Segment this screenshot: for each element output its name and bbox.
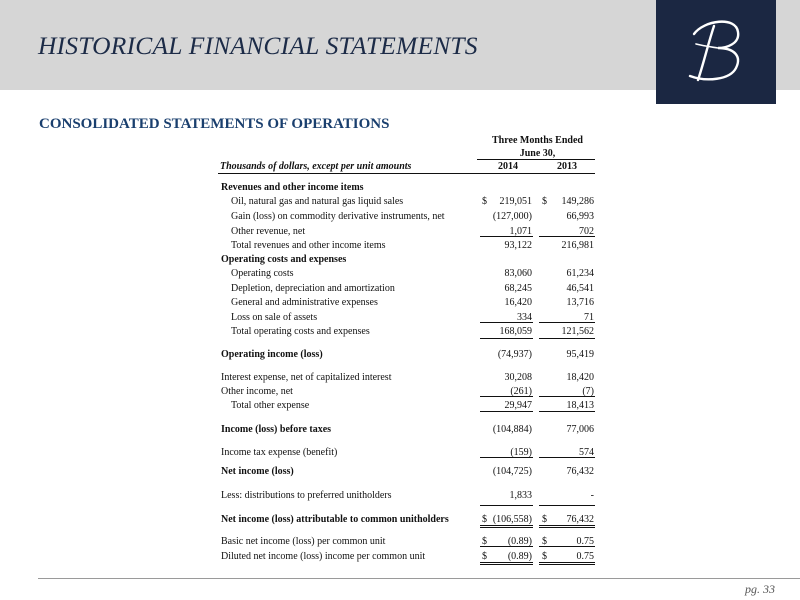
brand-logo: [656, 0, 776, 104]
row-label: Other revenue, net: [231, 226, 306, 237]
value-2013: 95,419: [566, 349, 594, 360]
subtotal-rule: [539, 322, 595, 323]
subtotal-rule: [539, 546, 595, 547]
row-label: Other income, net: [221, 386, 293, 397]
value-2013: 18,413: [566, 400, 594, 411]
subtotal-rule: [539, 457, 595, 458]
value-2014: 219,051: [499, 196, 532, 207]
page-title: HISTORICAL FINANCIAL STATEMENTS: [38, 31, 478, 60]
currency-symbol: $: [542, 514, 547, 525]
b-monogram-icon: [656, 0, 776, 104]
value-2014: (74,937): [497, 349, 532, 360]
value-2013: 66,993: [566, 211, 594, 222]
row-label: Interest expense, net of capitalized interest: [221, 372, 392, 383]
row-label: Basic net income (loss) per common unit: [221, 536, 386, 547]
value-2013: 71: [584, 312, 594, 323]
value-2014: (127,000): [492, 211, 532, 222]
subtotal-rule: [480, 338, 533, 339]
value-2014: 83,060: [504, 268, 532, 279]
value-2013: 76,432: [566, 466, 594, 477]
total-double-rule: [539, 525, 595, 528]
currency-symbol: $: [542, 551, 547, 562]
value-2013: 76,432: [566, 514, 594, 525]
value-2013: (7): [582, 386, 594, 397]
subtotal-rule: [539, 236, 595, 237]
row-label: Total other expense: [231, 400, 310, 411]
value-2013: 0.75: [576, 551, 594, 562]
value-2013: 574: [579, 447, 594, 458]
row-label: Total operating costs and expenses: [231, 326, 370, 337]
subtotal-rule: [480, 546, 533, 547]
units-label: Thousands of dollars, except per unit amounts: [220, 161, 412, 172]
subtotal-rule: [539, 396, 595, 397]
value-2013: 0.75: [576, 536, 594, 547]
footer-divider: [38, 578, 800, 579]
row-label: Diluted net income (loss) income per common unit: [221, 551, 426, 562]
row-label: Revenues and other income items: [221, 182, 364, 193]
row-label: Oil, natural gas and natural gas liquid sales: [231, 196, 404, 207]
value-2014: (0.89): [507, 551, 532, 562]
row-label: Less: distributions to preferred unitholders: [221, 490, 392, 501]
row-label: Total revenues and other income items: [231, 240, 386, 251]
value-2013: 18,420: [566, 372, 594, 383]
row-label: Operating income (loss): [221, 349, 323, 360]
currency-symbol: $: [482, 514, 487, 525]
column-header-rule: [218, 173, 595, 174]
value-2013: 77,006: [566, 424, 594, 435]
row-label: Depletion, depreciation and amortization: [231, 283, 395, 294]
value-2013: 216,981: [561, 240, 594, 251]
total-double-rule: [539, 562, 595, 565]
currency-symbol: $: [542, 536, 547, 547]
value-2014: 16,420: [504, 297, 532, 308]
value-2014: (106,558): [492, 514, 532, 525]
value-2014: 93,122: [504, 240, 532, 251]
row-label: Income (loss) before taxes: [221, 424, 332, 435]
value-2013: -: [590, 490, 594, 501]
row-label: Income tax expense (benefit): [221, 447, 338, 458]
value-2013: 13,716: [566, 297, 594, 308]
value-2014: (261): [510, 386, 532, 397]
value-2014: 1,833: [509, 490, 532, 501]
section-title: CONSOLIDATED STATEMENTS OF OPERATIONS: [39, 116, 390, 132]
value-2013: 61,234: [566, 268, 594, 279]
value-2014: (0.89): [507, 536, 532, 547]
row-label: Loss on sale of assets: [231, 312, 318, 323]
row-label: Gain (loss) on commodity derivative instruments, net: [231, 211, 445, 222]
subtotal-rule: [539, 338, 595, 339]
total-double-rule: [480, 562, 533, 565]
value-2013: 149,286: [561, 196, 594, 207]
value-2013: 121,562: [561, 326, 594, 337]
subtotal-rule: [480, 457, 533, 458]
row-label: Net income (loss): [221, 466, 294, 477]
currency-symbol: $: [542, 196, 547, 207]
subtotal-rule: [539, 411, 595, 412]
value-2013: 702: [579, 226, 594, 237]
row-label: Operating costs and expenses: [221, 254, 347, 265]
page-number: pg. 33: [745, 582, 775, 596]
header-rule: [477, 159, 595, 160]
row-label: Net income (loss) attributable to common unitholders: [221, 514, 449, 525]
period-header-date: June 30,: [519, 148, 556, 159]
subtotal-rule: [480, 322, 533, 323]
currency-symbol: $: [482, 536, 487, 547]
value-2014: 1,071: [509, 226, 532, 237]
currency-symbol: $: [482, 551, 487, 562]
value-2014: 168,059: [499, 326, 532, 337]
subtotal-rule: [480, 505, 533, 506]
row-label: General and administrative expenses: [231, 297, 378, 308]
value-2013: 46,541: [566, 283, 594, 294]
column-2014: 2014: [498, 161, 518, 172]
value-2014: 30,208: [504, 372, 532, 383]
subtotal-rule: [539, 505, 595, 506]
period-header: Three Months Ended: [492, 135, 583, 146]
value-2014: (159): [510, 447, 532, 458]
subtotal-rule: [480, 236, 533, 237]
value-2014: 334: [517, 312, 532, 323]
subtotal-rule: [480, 396, 533, 397]
currency-symbol: $: [482, 196, 487, 207]
total-double-rule: [480, 525, 533, 528]
row-label: Operating costs: [231, 268, 294, 279]
subtotal-rule: [480, 411, 533, 412]
value-2014: (104,884): [492, 424, 532, 435]
value-2014: (104,725): [492, 466, 532, 477]
value-2014: 29,947: [504, 400, 532, 411]
column-2013: 2013: [557, 161, 577, 172]
value-2014: 68,245: [504, 283, 532, 294]
